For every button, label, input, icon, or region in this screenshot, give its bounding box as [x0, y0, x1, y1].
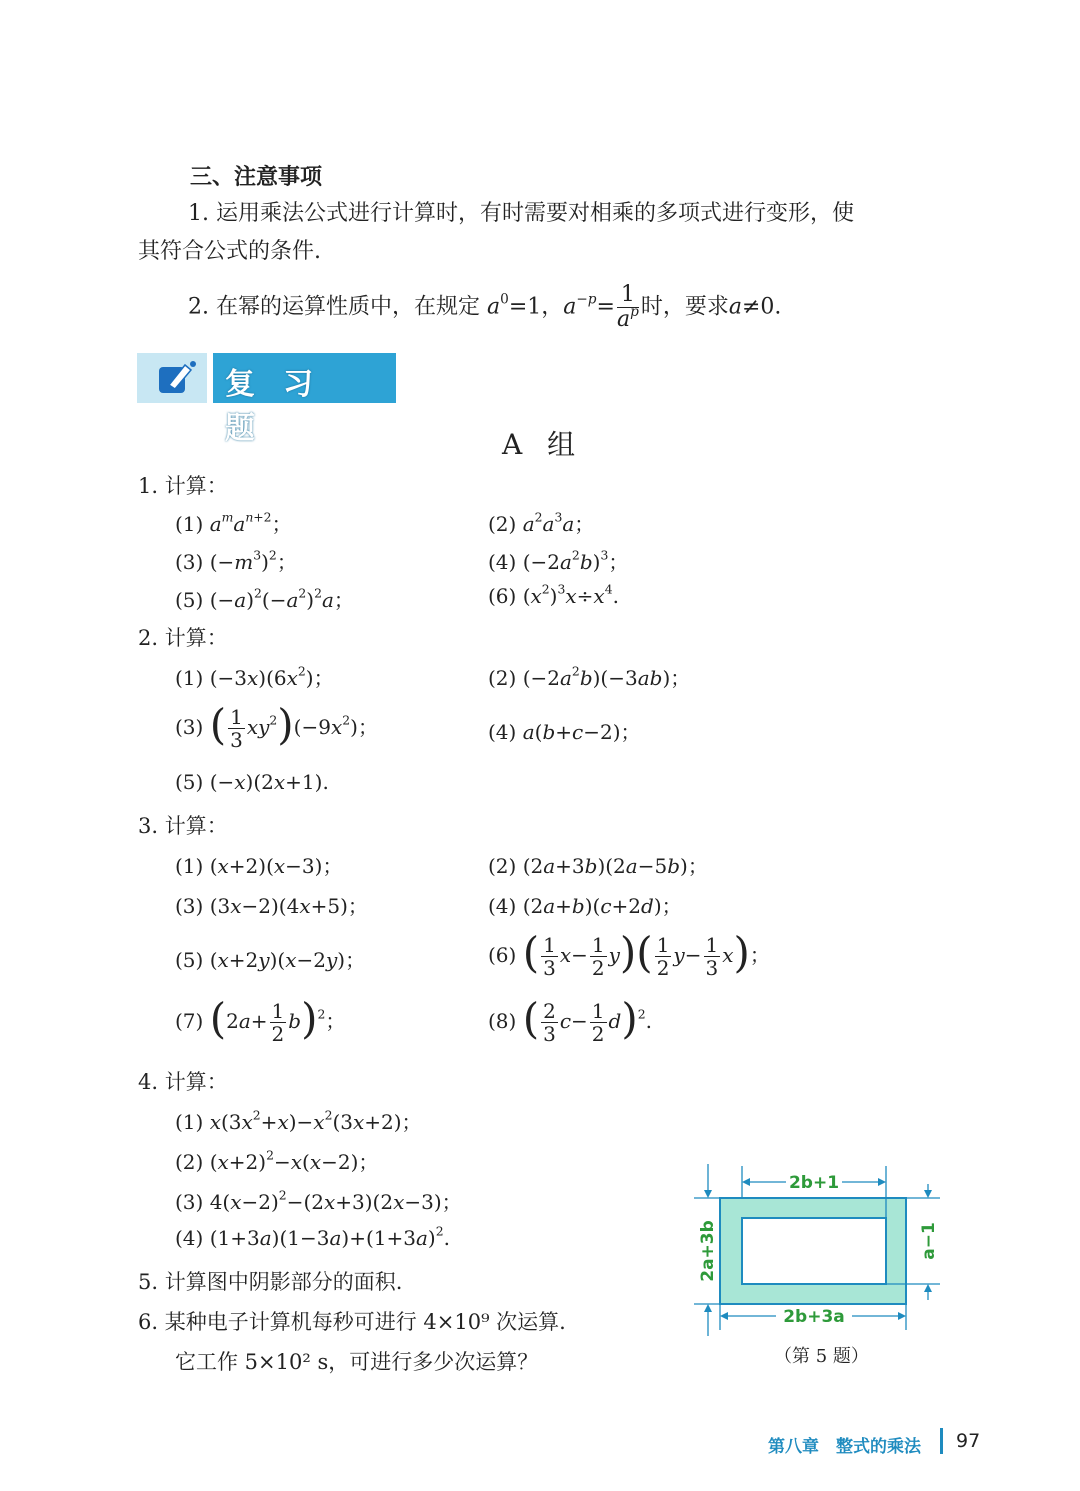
note-2-text-a: 在幂的运算性质中，在规定 — [216, 294, 481, 320]
q3-item-2: (2) (2a+3b)(2a−5b)； — [488, 854, 708, 878]
note-2-text-b: 时，要求 — [640, 294, 729, 320]
question-6-line-2: 它工作 5×10² s，可进行多少次运算？ — [175, 1350, 539, 1374]
q4-item-1: (1) $x(3x^2+x)-x^2(3x+2)$； — [175, 1107, 422, 1134]
q3-item-7: (7) (2a+ $\frac{1}{2}$ b)$^2$； — [175, 994, 346, 1046]
note-2-eq2: = — [596, 294, 615, 320]
q3-item-1: (1) (x+2)(x−3)； — [175, 854, 343, 878]
page-number: 97 — [956, 1430, 981, 1452]
right-dimension-label: a−1 — [919, 1222, 939, 1260]
q4-item-4: (4) $(1+3a)(1-3a)+(1+3a)^2$. — [175, 1223, 450, 1250]
q2-item-1: (1) $(-3x)(6x^2)$； — [175, 663, 334, 690]
q2-item-3: (3) ( $\frac{1}{3}$ $xy^2)(-9x^2)$； — [175, 700, 378, 752]
q4-item-2: (2) $(x+2)^2-x(x-2)$； — [175, 1147, 379, 1174]
q1-item-1: (1) $a^ma^{n+2}$； — [175, 509, 292, 536]
q3-item-8: (8) ( $\frac{2}{3}$ c− $\frac{1}{2}$ d)$^2$. — [488, 994, 652, 1046]
note-2-text-c: ≠0. — [741, 294, 782, 320]
note-1-number: 1. — [188, 201, 209, 226]
q3-item-5: (5) (x+2y)(x−2y)； — [175, 948, 366, 972]
note-1-line-1 — [188, 195, 854, 233]
note-1-text: 运用乘法公式进行计算时，有时需要对相乘的多项式进行变形，使 — [216, 201, 855, 226]
q2-item-4: (4) a(b+c−2)； — [488, 720, 641, 744]
group-title: A 组 — [502, 428, 584, 461]
note-2-number: 2. — [188, 294, 209, 320]
note-2-eq1: =1， — [508, 294, 564, 320]
q2-item-2: (2) $(-2a^2b)(-3ab)$； — [488, 663, 691, 690]
review-banner — [137, 353, 396, 446]
question-4: 4. 计算： — [138, 1070, 228, 1094]
question-1: 1. 计算： — [138, 474, 228, 498]
q1-item-2: (2) $a^2a^3a$； — [488, 509, 595, 536]
question-3: 3. 计算： — [138, 814, 228, 838]
q3-item-4: (4) (2a+b)(c+2d)； — [488, 894, 682, 918]
notes-heading: 三、注意事项 — [190, 165, 323, 190]
q4-item-3: (3) $4(x-2)^2-(2x+3)(2x-3)$； — [175, 1187, 462, 1214]
q1-item-3: (3) $(-m^3)^2$； — [175, 547, 297, 574]
q1-item-6: (6) $(x^2)^3x\div x^4$. — [488, 581, 619, 608]
note-2: 2. 在幂的运算性质中，在规定 $a^0=1$，$a^{-p}=$ $\frac{1}{a^p}$ 时，要求a≠0. — [188, 282, 782, 333]
q3-item-3: (3) (3x−2)(4x+5)； — [175, 894, 368, 918]
left-dimension-label: 2a+3b — [698, 1220, 718, 1282]
footer-chapter: 第八章 整式的乘法 — [768, 1437, 921, 1457]
question-5: 5. 计算图中阴影部分的面积. — [138, 1270, 403, 1294]
question-2: 2. 计算： — [138, 626, 228, 650]
banner-title: 复习题 — [225, 367, 341, 446]
shaded-area-figure — [684, 1160, 954, 1340]
figure-caption: （第 5 题） — [774, 1346, 869, 1367]
footer-divider — [940, 1428, 943, 1454]
q2-item-5: (5) (−x)(2x+1). — [175, 770, 329, 794]
bottom-dimension-label: 2b+3a — [783, 1307, 845, 1327]
q1-item-5: (5) $(-a)^2(-a^2)^2a$； — [175, 585, 354, 612]
q1-item-4: (4) $(-2a^2b)^3$； — [488, 547, 629, 574]
question-6-line-1: 6. 某种电子计算机每秒可进行 4×10⁹ 次运算. — [138, 1310, 566, 1334]
note-1-line-2: 其符合公式的条件. — [138, 239, 321, 264]
inner-rectangle — [742, 1218, 886, 1284]
top-dimension-label: 2b+1 — [788, 1173, 840, 1193]
note-2-fraction: $\frac{1}{a^p}$ — [616, 282, 639, 333]
pencil-note-icon — [155, 359, 199, 399]
q3-item-6: (6) ( $\frac{1}{3}$ x− $\frac{1}{2}$ y)( $\frac{1}{2}$ y− $\frac{1}{3}$ x)； — [488, 928, 770, 980]
